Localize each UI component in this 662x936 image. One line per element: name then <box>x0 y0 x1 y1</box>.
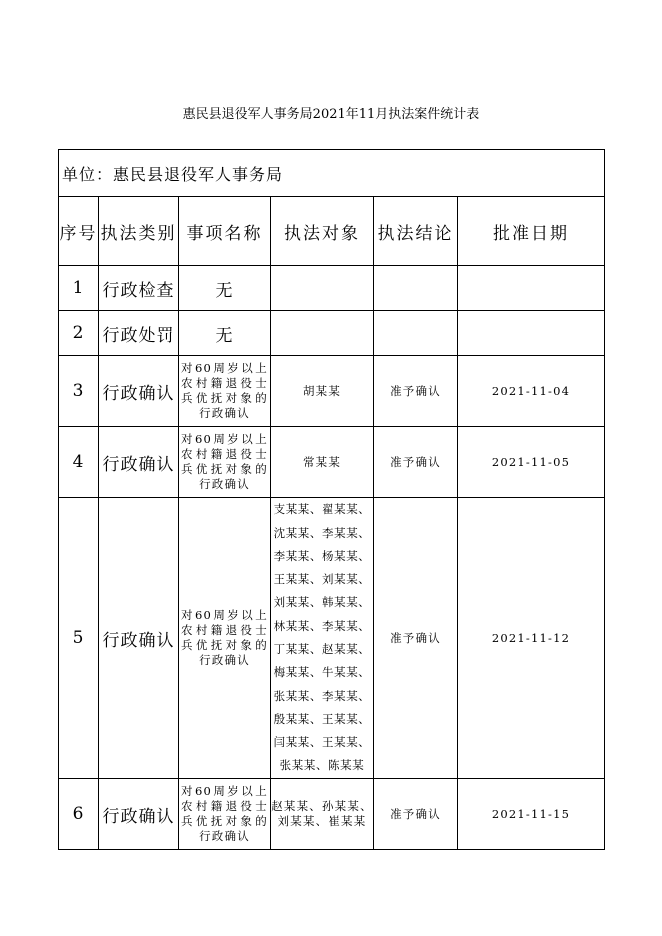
header-no: 序号 <box>59 197 99 266</box>
row-target <box>271 311 374 356</box>
row-no: 2 <box>59 311 99 356</box>
row-category: 行政处罚 <box>99 311 179 356</box>
row-item: 无 <box>179 266 271 311</box>
row-no: 3 <box>59 356 99 427</box>
row-item: 对60周岁以上农村籍退役士兵优抚对象的行政确认 <box>179 356 271 427</box>
row-item: 对60周岁以上农村籍退役士兵优抚对象的行政确认 <box>179 779 271 850</box>
row-target: 赵某某、孙某某、刘某某、崔某某 <box>271 779 374 850</box>
header-item: 事项名称 <box>179 197 271 266</box>
row-conclusion: 准予确认 <box>374 427 458 498</box>
row-target <box>271 266 374 311</box>
row-target: 胡某某 <box>271 356 374 427</box>
unit-label: 单位：惠民县退役军人事务局 <box>59 150 605 197</box>
table-row <box>59 427 605 498</box>
row-conclusion <box>374 311 458 356</box>
row-category: 行政确认 <box>99 779 179 850</box>
header-category: 执法类别 <box>99 197 179 266</box>
header-target: 执法对象 <box>271 197 374 266</box>
row-target: 常某某 <box>271 427 374 498</box>
header-date: 批准日期 <box>458 197 605 266</box>
row-conclusion: 准予确认 <box>374 356 458 427</box>
row-item: 对60周岁以上农村籍退役士兵优抚对象的行政确认 <box>179 498 271 779</box>
row-date: 2021-11-04 <box>458 356 605 427</box>
statistics-table <box>58 149 605 850</box>
unit-row <box>59 150 605 197</box>
row-no: 4 <box>59 427 99 498</box>
header-conclusion: 执法结论 <box>374 197 458 266</box>
row-date <box>458 266 605 311</box>
row-conclusion <box>374 266 458 311</box>
row-date: 2021-11-12 <box>458 498 605 779</box>
document-title: 惠民县退役军人事务局2021年11月执法案件统计表 <box>182 107 480 122</box>
row-category: 行政确认 <box>99 427 179 498</box>
row-date: 2021-11-15 <box>458 779 605 850</box>
row-conclusion: 准予确认 <box>374 779 458 850</box>
row-category: 行政确认 <box>99 356 179 427</box>
table-row <box>59 266 605 311</box>
row-date: 2021-11-05 <box>458 427 605 498</box>
row-no: 6 <box>59 779 99 850</box>
table-row <box>59 779 605 850</box>
row-conclusion: 准予确认 <box>374 498 458 779</box>
row-category: 行政确认 <box>99 498 179 779</box>
row-target: 支某某、翟某某、沈某某、李某某、李某某、杨某某、王某某、刘某某、刘某某、韩某某、林某某、李某某、丁某某、赵某某、梅某某、牛某某、张某某、李某某、殷某某、王某某、闫某某、王某某、张某某、陈某某 <box>271 498 374 779</box>
row-item: 对60周岁以上农村籍退役士兵优抚对象的行政确认 <box>179 427 271 498</box>
row-no: 5 <box>59 498 99 779</box>
row-date <box>458 311 605 356</box>
table-row <box>59 356 605 427</box>
row-category: 行政检查 <box>99 266 179 311</box>
header-row <box>59 197 605 266</box>
table-row <box>59 311 605 356</box>
row-no: 1 <box>59 266 99 311</box>
table-row <box>59 498 605 779</box>
row-item: 无 <box>179 311 271 356</box>
